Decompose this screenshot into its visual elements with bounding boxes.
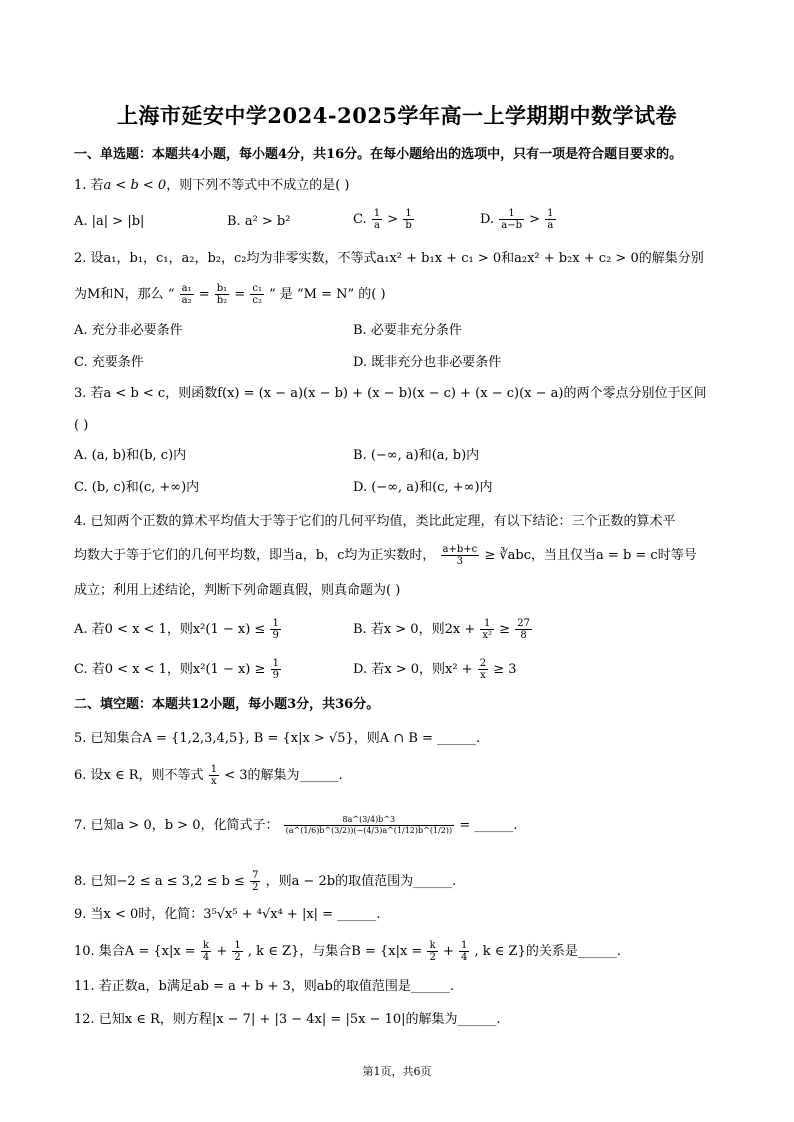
question-4-option-d: D. 若x > 0，则x² + $\frac{2}{x}$ ≥ 3 [353, 658, 517, 681]
question-3-option-c: C. (b, c)和(c, +∞)内 [74, 480, 200, 495]
question-1-stem: 1. 若a < b < 0，则下列不等式中不成立的是( ) [74, 178, 350, 193]
section-heading-fill-in: 二、填空题：本题共12小题，每小题3分，共36分。 [74, 697, 380, 712]
question-6: 6. 设x ∈ R，则不等式 $\frac{1}{x}$ < 3的解集为______. [74, 764, 343, 787]
question-2-stem-line-2: 为M和N，那么 “ $\frac{\text{a₁}}{\text{a₂}}$ = $\frac{\text{b₁}}{\text{b₂}}$ = $\frac{\text{c₁}}{\text{c₂}}$ ” 是 “M = N” 的( ) [74, 283, 386, 306]
question-7: 7. 已知a > 0，b > 0，化简式子： $\frac{8a\^{}(3/4)b\^{}3}{(a\^{}(1/6)b\^{}(3/2))(-(4/3)a\^{}(1/12)b\^{}(1/2))}$ = ______. [74, 815, 518, 835]
question-4-stem-line-2: 均数大于等于它们的几何平均数，即当a，b，c均为正实数时， $\frac{a+b+c}{3}$ ≥ ∛abc，当且仅当a = b = c时等号 [74, 544, 697, 567]
question-2-option-b: B. 必要非充分条件 [353, 323, 462, 338]
section-heading-single-choice: 一、单选题：本题共4小题，每小题4分，共16分。在每小题给出的选项中，只有一项是符合题目要求的。 [74, 147, 683, 162]
question-3-option-d: D. (−∞, a)和(c, +∞)内 [353, 480, 493, 495]
question-8: 8. 已知−2 ≤ a ≤ 3,2 ≤ b ≤ $\frac{7}{2}$ ，则a − 2b的取值范围为______. [74, 870, 457, 893]
question-9: 9. 当x < 0时，化简：3⁵√x⁵ + ⁴√x⁴ + |x| = ______. [74, 907, 381, 922]
page-title: 上海市延安中学2024-2025学年高一上学期期中数学试卷 [116, 103, 678, 128]
question-10: 10. 集合A = {x|x = $\frac{k}{4}$ + $\frac{1}{2}$ , k ∈ Z}，与集合B = {x|x = $\frac{k}{2}$ + $\frac{1}{4}$ , k ∈ Z}的关系是______. [74, 940, 621, 963]
question-5: 5. 已知集合A = {1,2,3,4,5}, B = {x|x > √5}，则A ∩ B = ______. [74, 731, 481, 746]
question-11: 11. 若正数a，b满足ab = a + b + 3，则ab的取值范围是______. [74, 979, 454, 994]
question-3-option-b: B. (−∞, a)和(a, b)内 [353, 448, 480, 463]
question-3-stem-line-1: 3. 若a < b < c，则函数f(x) = (x − a)(x − b) + (x − b)(x − c) + (x − c)(x − a)的两个零点分别位于区间 [74, 386, 707, 401]
question-2-option-d: D. 既非充分也非必要条件 [353, 355, 502, 370]
question-1-option-a: A. |a| > |b| [74, 214, 145, 229]
question-4-option-c: C. 若0 < x < 1，则x²(1 − x) ≥ $\frac{1}{9}$ [74, 658, 279, 681]
question-1-option-d: D. $\frac{1}{a-b}$ > $\frac{1}{a}$ [480, 208, 554, 231]
question-3-option-a: A. (a, b)和(b, c)内 [74, 448, 187, 463]
page-footer: 第1页，共6页 [362, 1065, 432, 1078]
question-12: 12. 已知x ∈ R，则方程|x − 7| + |3 − 4x| = |5x − 10|的解集为______. [74, 1012, 501, 1027]
question-4-option-b: B. 若x > 0，则2x + $\frac{1}{\text{x²}}$ ≥ $\frac{27}{8}$ [353, 618, 530, 641]
question-1-option-b: B. a² > b² [227, 214, 291, 229]
question-2-option-c: C. 充要条件 [74, 355, 144, 370]
question-4-option-a: A. 若0 < x < 1，则x²(1 − x) ≤ $\frac{1}{9}$ [74, 618, 279, 641]
question-4-stem-line-1: 4. 已知两个正数的算术平均值大于等于它们的几何平均值，类比此定理，有以下结论：三个正数的算术平 [74, 514, 676, 529]
question-2-option-a: A. 充分非必要条件 [74, 323, 183, 338]
question-1-option-c: C. $\frac{1}{a}$ > $\frac{1}{b}$ [353, 208, 412, 231]
question-3-stem-line-2: ( ) [74, 418, 89, 433]
question-2-stem-line-1: 2. 设a₁，b₁，c₁，a₂，b₂，c₂均为非零实数，不等式a₁x² + b₁x + c₁ > 0和a₂x² + b₂x + c₂ > 0的解集分别 [74, 251, 704, 266]
question-4-stem-line-3: 成立；利用上述结论，判断下列命题真假，则真命题为( ) [74, 583, 401, 598]
